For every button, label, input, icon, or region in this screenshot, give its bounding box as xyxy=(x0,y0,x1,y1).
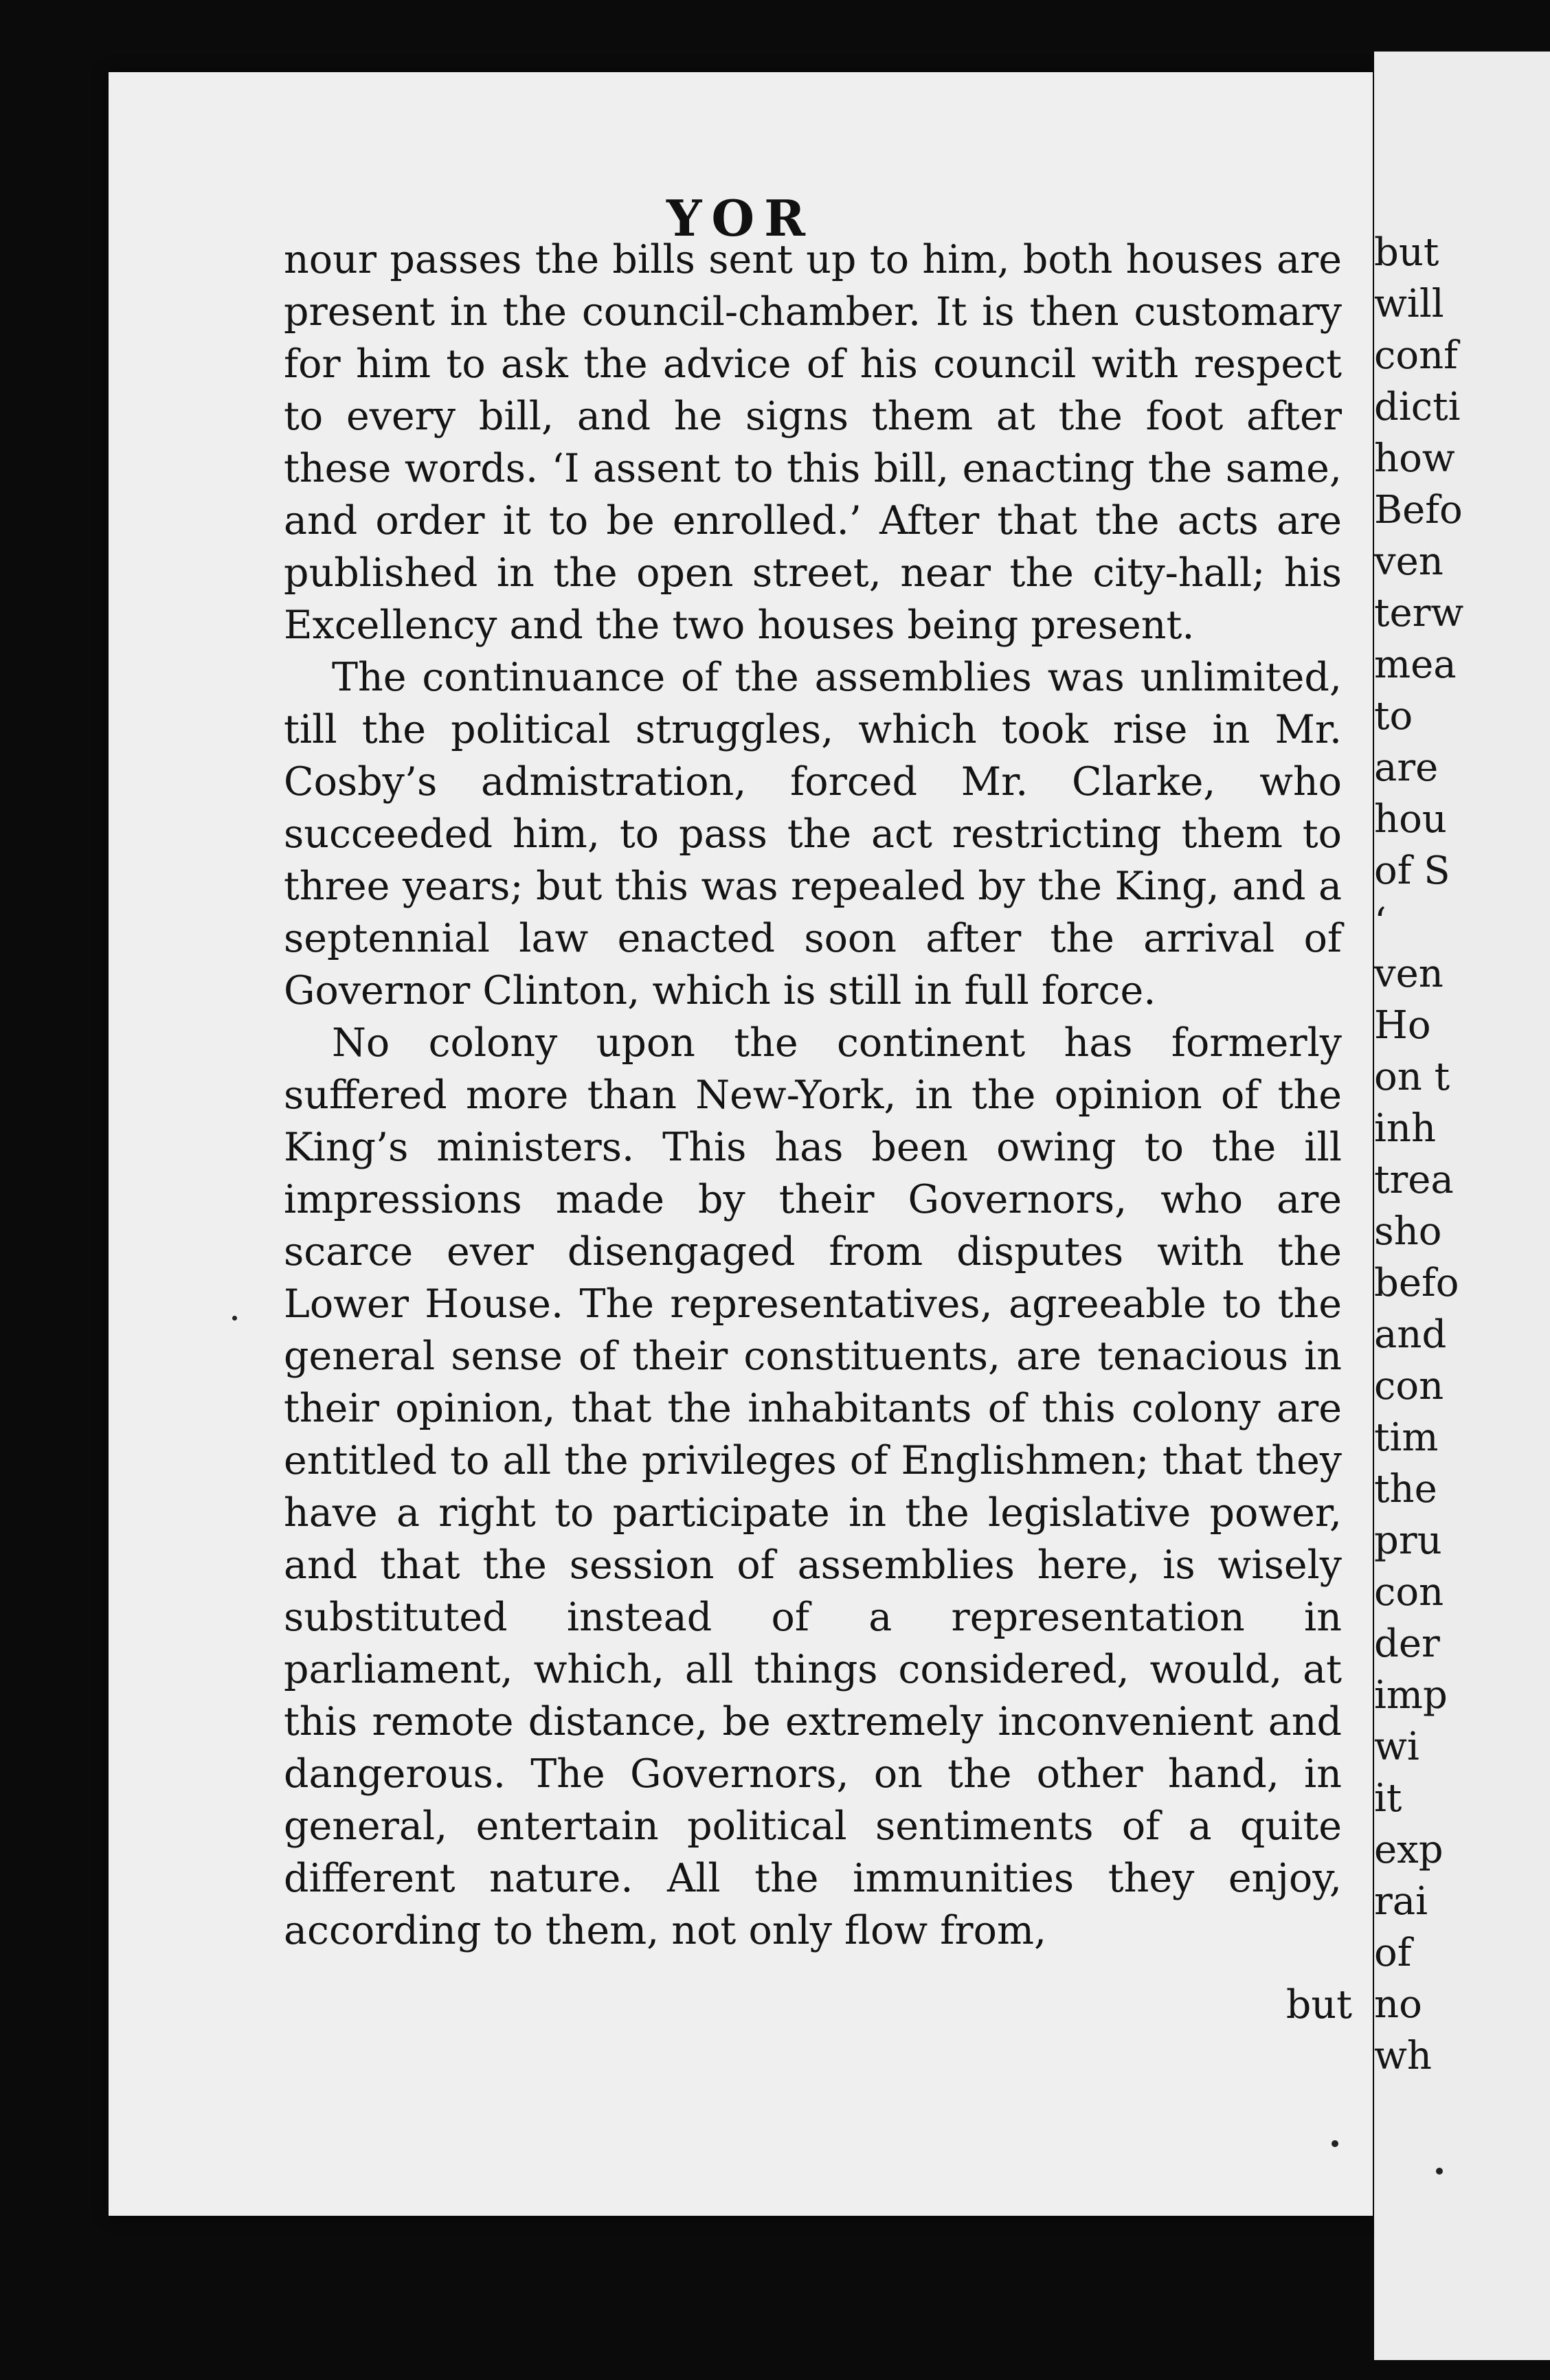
facing-page-line: ven xyxy=(1374,539,1444,584)
facing-page-line: exp xyxy=(1374,1828,1444,1872)
facing-page-line: der xyxy=(1374,1621,1440,1666)
facing-page-line: no xyxy=(1374,1982,1422,2027)
facing-page-line: it xyxy=(1374,1776,1402,1821)
paragraph-2: The continuance of the assemblies was unlimited, till the political struggles, which took rise in Mr. Cosby’s admistration, forced Mr. Clarke, who succeeded him, to pass the act restricting them to three years; but this was repealed by the King, and a septennial law enacted soon after the arrival of Governor Clinton, which is still in full force. xyxy=(284,655,1342,1013)
facing-page-line: Befo xyxy=(1374,488,1463,532)
facing-page-line: to xyxy=(1374,694,1413,739)
facing-page-line: inh xyxy=(1374,1106,1437,1151)
ink-speck xyxy=(1332,2140,1338,2147)
paragraph-1: nour passes the bills sent up to him, both houses are present in the council-chamber. It is then customary for him to ask the advice of his council with respect to every bill, and he signs them at the foot after these words. ‘I assent to this bill, enacting the same, and order it to be enrolled.’ After that the acts are published in the open street, near the city-hall; his Excellency and the two houses being present. xyxy=(284,237,1342,648)
facing-page-line: imp xyxy=(1374,1673,1448,1718)
facing-page-line: pru xyxy=(1374,1518,1442,1563)
facing-page-line: hou xyxy=(1374,797,1447,842)
facing-page-line: terw xyxy=(1374,591,1464,636)
facing-page-line: of xyxy=(1374,1931,1412,1975)
body-text xyxy=(284,234,1342,1957)
facing-page-line: on t xyxy=(1374,1055,1450,1099)
facing-page-line: trea xyxy=(1374,1158,1454,1202)
catchword: but xyxy=(1285,1982,1352,2028)
facing-page-line: con xyxy=(1374,1364,1444,1408)
facing-page-line: ‘ xyxy=(1374,900,1386,945)
facing-page-line: are xyxy=(1374,745,1439,790)
ink-speck xyxy=(232,1316,237,1321)
facing-page-text xyxy=(1374,227,1464,2082)
facing-page-line: tim xyxy=(1374,1415,1439,1460)
facing-page-line: the xyxy=(1374,1467,1437,1512)
facing-page-line: of S xyxy=(1374,849,1450,893)
facing-page-line: rai xyxy=(1374,1879,1428,1924)
facing-page-line: befo xyxy=(1374,1261,1459,1305)
facing-page-line: how xyxy=(1374,436,1455,481)
facing-page-line: mea xyxy=(1374,642,1457,687)
facing-page-line: dicti xyxy=(1374,385,1461,429)
facing-page-line: sho xyxy=(1374,1209,1442,1254)
paragraph-3: No colony upon the continent has formerly suffered more than New-York, in the opinion of the King’s ministers. This has been owing to the ill impressions made by their Governors, who are scarce ever disengaged from disputes with the Lower House. The representatives, agreeable to the general sense of their constituents, are tenacious in their opinion, that the inhabitants of this colony are entitled to all the privileges of Englishmen; that they have a right to participate in the legislative power, and that the session of assemblies here, is wisely substituted instead of a representation in parliament, which, all things considered, would, at this remote distance, be extremely inconvenient and dangerous. The Governors, on the other hand, in general, entertain political sentiments of a quite different nature. All the immunities they enjoy, according to them, not only flow from, xyxy=(284,1020,1342,1953)
facing-page-line: but xyxy=(1374,230,1439,275)
book-page xyxy=(109,72,1373,2216)
facing-page-line: and xyxy=(1374,1312,1447,1357)
ink-speck xyxy=(1436,2168,1443,2175)
facing-page-line: Ho xyxy=(1374,1003,1431,1048)
facing-page-line: con xyxy=(1374,1570,1444,1615)
facing-page-line: conf xyxy=(1374,333,1458,378)
facing-page-line: ven xyxy=(1374,952,1444,996)
facing-page-line: wh xyxy=(1374,2034,1432,2078)
facing-page-line: wi xyxy=(1374,1725,1419,1769)
facing-page xyxy=(1374,52,1550,2360)
facing-page-line: will xyxy=(1374,282,1444,326)
running-head: YOR xyxy=(666,189,815,247)
